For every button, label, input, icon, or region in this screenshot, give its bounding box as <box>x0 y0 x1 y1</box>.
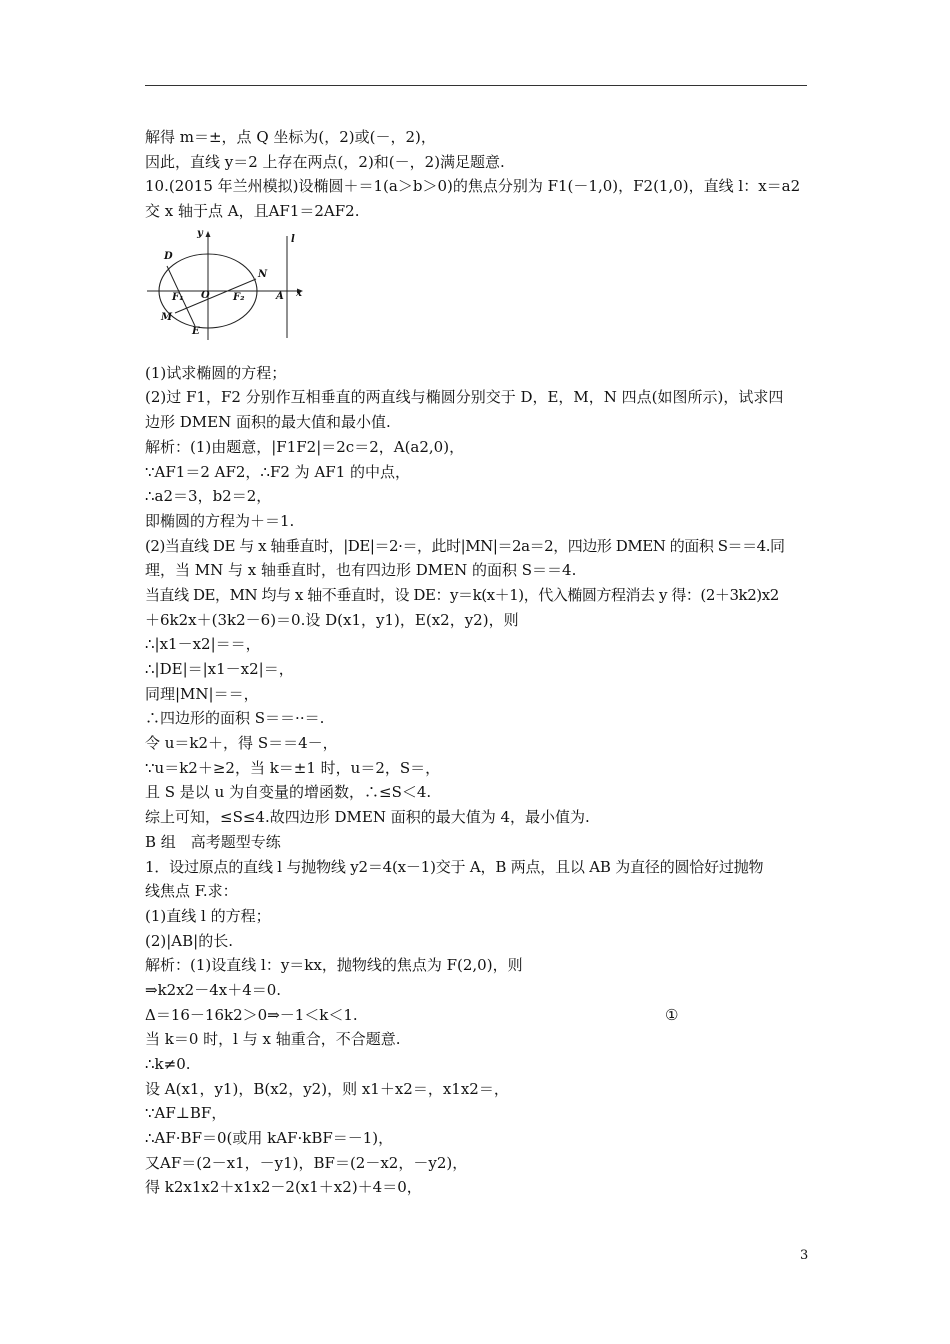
text-line: 设 A(x1，y1)，B(x2，y2)，则 x1＋x2＝，x1x2＝， <box>145 1079 509 1098</box>
label-d: D <box>164 250 173 262</box>
ellipse-diagram <box>145 228 315 343</box>
text-line: ∴四边形的面积 S＝＝··＝. <box>145 709 325 728</box>
text-line: 又AF＝(2－x1，－y1)，BF＝(2－x2，－y2)， <box>145 1153 468 1172</box>
text-line: ∵AF⊥BF， <box>145 1104 227 1123</box>
label-a: A <box>276 290 284 302</box>
text-line: ⇒k2x2－4x＋4＝0. <box>145 980 282 999</box>
text-line: ∵u＝k2＋≥2，当 k＝±1 时，u＝2，S＝， <box>145 758 441 777</box>
ellipse-figure <box>145 228 315 343</box>
text-line: 10.(2015 年兰州模拟)设椭圆＋＝1(a＞b＞0)的焦点分别为 F1(－1,0)，F2(1,0)，直线 l：x＝a2 <box>145 177 801 196</box>
text-line: ∴k≠0. <box>145 1055 191 1073</box>
text-line: 1．设过原点的直线 l 与抛物线 y2＝4(x－1)交于 A，B 两点，且以 AB 为直径的圆恰好过抛物 <box>145 857 764 876</box>
text-line: 线焦点 F.求： <box>145 882 238 901</box>
label-x: x <box>296 287 302 299</box>
text-line: 边形 DMEN 面积的最大值和最小值. <box>145 413 391 432</box>
delta-text: Δ＝16－16k2＞0⇒－1＜k＜1. <box>145 1005 358 1024</box>
text-line: 且 S 是以 u 为自变量的增函数，∴≤S＜4. <box>145 783 432 802</box>
label-f1: F₁ <box>172 291 184 303</box>
text-line: 当直线 DE，MN 均与 x 轴不垂直时，设 DE：y＝k(x＋1)，代入椭圆方程消去 y 得：(2＋3k2)x2 <box>145 585 779 604</box>
page-content <box>145 125 807 1200</box>
text-line: (2)当直线 DE 与 x 轴垂直时，|DE|＝2·＝，此时|MN|＝2a＝2，四边形 DMEN 的面积 S＝＝4.同 <box>145 536 785 555</box>
text-line: 令 u＝k2＋，得 S＝＝4－， <box>145 734 338 753</box>
text-line: 解得 m＝±，点 Q 坐标为(，2)或(－，2)， <box>145 128 436 146</box>
equation-marker: ① <box>665 1005 679 1024</box>
text-line: (2)|AB|的长. <box>145 931 233 950</box>
label-o: O <box>201 289 210 301</box>
text-line: 交 x 轴于点 A，且AF1＝2AF2. <box>145 202 360 221</box>
text-line: 同理|MN|＝＝， <box>145 684 259 703</box>
text-line: ＋6k2x＋(3k2－6)＝0.设 D(x1，y1)，E(x2，y2)，则 <box>145 610 519 629</box>
text-line: 理，当 MN 与 x 轴垂直时，也有四边形 DMEN 的面积 S＝＝4. <box>145 561 577 580</box>
text-line: (1)试求椭圆的方程； <box>145 363 287 382</box>
text-line: ∴AF·BF＝0(或用 kAF·kBF＝－1)， <box>145 1129 394 1148</box>
delta-line <box>145 1003 807 1028</box>
text-line: 即椭圆的方程为＋＝1. <box>145 511 295 530</box>
text-line: ∴|x1－x2|＝＝， <box>145 635 261 654</box>
text-line: ∴a2＝3，b2＝2， <box>145 487 272 506</box>
text-line: ∴|DE|＝|x1－x2|＝， <box>145 660 294 678</box>
section-heading: B 组 高考题型专练 <box>145 832 281 851</box>
label-e: E <box>192 325 200 337</box>
page-number: 3 <box>800 1248 809 1263</box>
text-line: 因此，直线 y＝2 上存在两点(，2)和(－，2)满足题意. <box>145 152 505 171</box>
text-line: 综上可知，≤S≤4.故四边形 DMEN 面积的最大值为 4，最小值为. <box>145 808 590 827</box>
text-line: 得 k2x1x2＋x1x2－2(x1＋x2)＋4＝0， <box>145 1178 422 1197</box>
text-line: 解析：(1)设直线 l：y＝kx，抛物线的焦点为 F(2,0)，则 <box>145 956 523 975</box>
text-line: 解析：(1)由题意，|F1F2|＝2c＝2，A(a2,0)， <box>145 437 465 456</box>
label-n: N <box>258 268 268 280</box>
header-rule <box>145 85 807 86</box>
text-line: ∵AF1＝2 AF2，∴F2 为 AF1 的中点， <box>145 462 411 481</box>
label-l: l <box>291 233 295 245</box>
text-line: (2)过 F1，F2 分别作互相垂直的两直线与椭圆分别交于 D，E，M，N 四点(如图所示)，试求四 <box>145 388 784 407</box>
label-y: y <box>197 227 203 239</box>
y-axis-arrow <box>206 231 211 237</box>
label-f2: F₂ <box>233 291 245 303</box>
text-line: 当 k＝0 时，l 与 x 轴重合，不合题意. <box>145 1030 401 1049</box>
label-m: M <box>161 311 173 323</box>
text-line: (1)直线 l 的方程； <box>145 906 271 925</box>
